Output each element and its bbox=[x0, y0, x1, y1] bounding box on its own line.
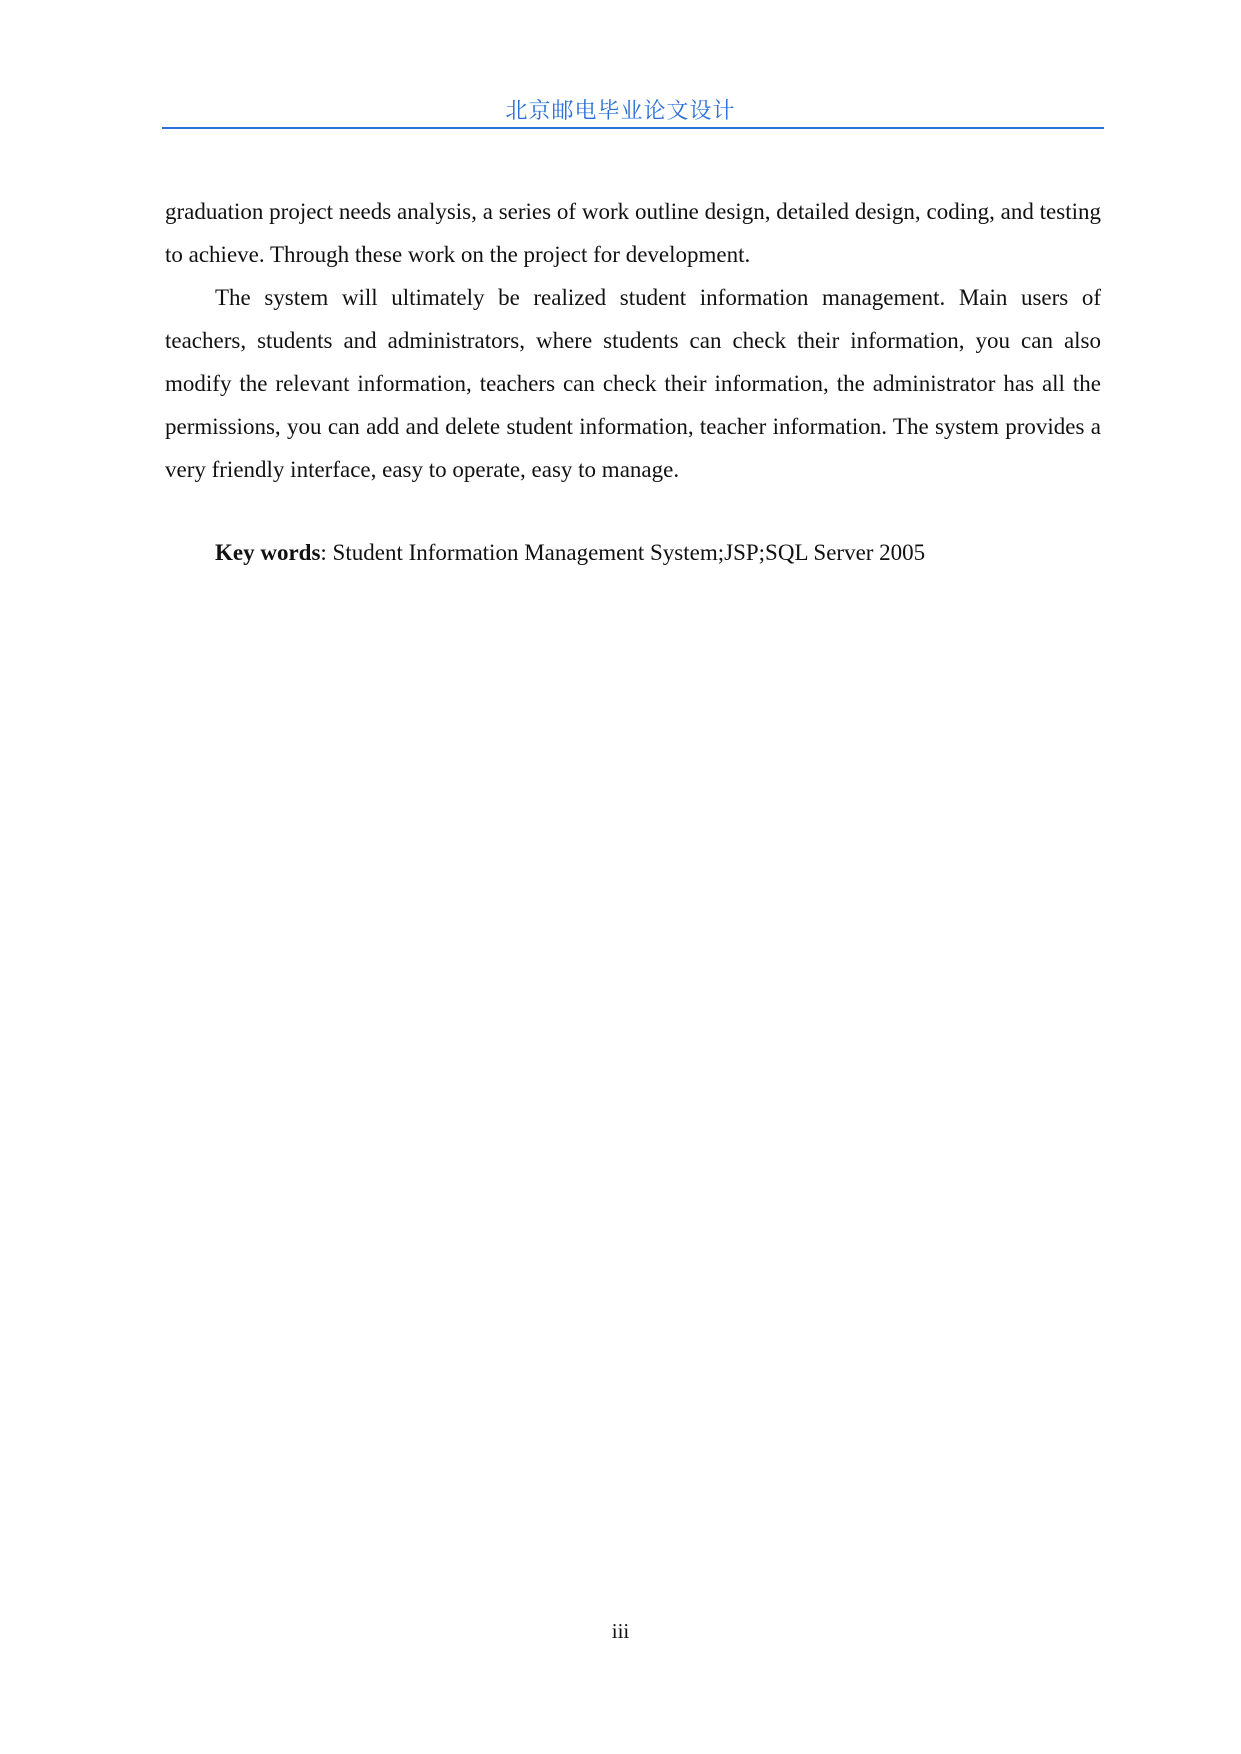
abstract-paragraph-continued: graduation project needs analysis, a series of work outline design, detailed design, coding, and testing to achieve. Through these work on the project for development. bbox=[165, 199, 1101, 267]
header-divider bbox=[162, 127, 1104, 129]
keywords-label: Key words bbox=[215, 540, 321, 565]
keywords-text: : Student Information Management System;JSP;SQL Server 2005 bbox=[320, 540, 926, 565]
page-number: iii bbox=[611, 1619, 630, 1643]
running-header-title: 北京邮电毕业论文设计 bbox=[505, 99, 736, 124]
abstract-paragraph: The system will ultimately be realized student information management. Main users of teachers, students and administrators, where students can check their information, you can also modify the relevant information, teachers can check their information, the administrator has all the permissions, you can add and delete student information, teacher information. The system provides a very friendly interface, easy to operate, easy to manage. bbox=[165, 285, 1101, 482]
abstract-body bbox=[165, 190, 1101, 491]
keywords-line bbox=[215, 531, 1101, 574]
